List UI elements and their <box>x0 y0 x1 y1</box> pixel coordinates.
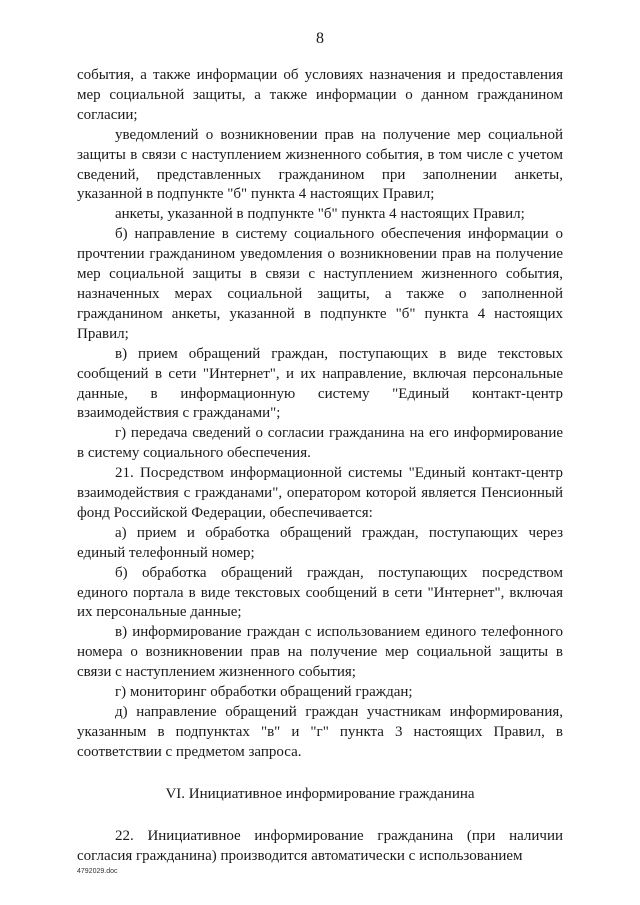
paragraph-continued: события, а также информации об условиях назначения и предоставления мер социальной защиты, а также информации о данном гражданином согласии; <box>77 67 563 123</box>
document-body <box>77 66 563 866</box>
paragraph: г) передача сведений о согласии гражданина на его информирование в систему социального обеспечения. <box>77 425 563 462</box>
paragraph: в) прием обращений граждан, поступающих в виде текстовых сообщений в сети "Интернет", и их направление, включая персональные данные, в информационную систему "Единый контакт-центр взаимодействия с гражданами"; <box>77 345 563 422</box>
paragraph: а) прием и обработка обращений граждан, поступающих через единый телефонный номер; <box>77 524 563 561</box>
section-heading: VI. Инициативное информирование гражданина <box>165 785 475 802</box>
page-number: 8 <box>316 30 324 47</box>
paragraph: в) информирование граждан с использованием единого телефонного номера о возникновении прав на получение мер социальной защиты в связи с наступлением жизненного события; <box>77 624 563 681</box>
paragraph: д) направление обращений граждан участникам информирования, указанным в подпунктах "в" и "г" пункта 3 настоящих Правил, в соответствии с предметом запроса. <box>77 704 563 760</box>
paragraph: б) направление в систему социального обеспечения информации о прочтении гражданином уведомления о возникновении прав на получение мер социальной защиты в связи с наступлением жизненного события, назначенных мерах социальной защиты, а также о заполненной гражданином анкеты, указанной в подпункте "б" пункта 4 настоящих Правил; <box>77 226 563 342</box>
paragraph: анкеты, указанной в подпункте "б" пункта 4 настоящих Правил; <box>115 206 525 223</box>
document-file-code: 4792029.doc <box>77 868 118 875</box>
paragraph: уведомлений о возникновении прав на получение мер социальной защиты в связи с наступлением жизненного события, в том числе с учетом сведений, представленных гражданином при заполнении анкеты, указанной в подпункте "б" пункта 4 настоящих Правил; <box>77 126 563 203</box>
paragraph: г) мониторинг обработки обращений граждан; <box>115 684 413 701</box>
paragraph: 22. Инициативное информирование гражданина (при наличии согласия гражданина) производится автоматически с использованием <box>77 827 563 864</box>
paragraph: 21. Посредством информационной системы "Единый контакт-центр взаимодействия с гражданами", оператором которой является Пенсионный фонд Российской Федерации, обеспечивается: <box>77 465 563 521</box>
paragraph: б) обработка обращений граждан, поступающих посредством единого портала в виде текстовых сообщений в сети "Интернет", включая их персональные данные; <box>77 564 563 621</box>
